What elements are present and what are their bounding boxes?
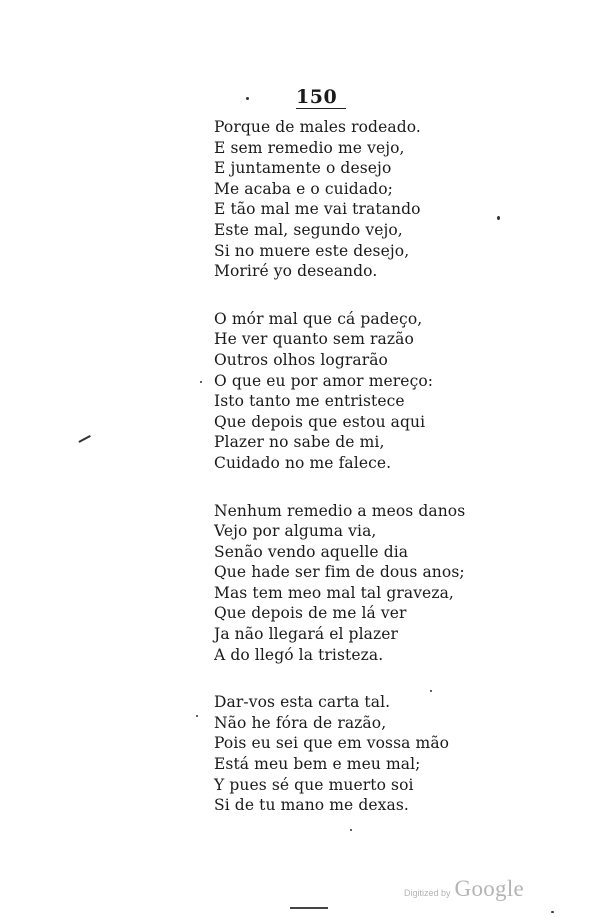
verse-line: He ver quanto sem razão (214, 330, 414, 349)
scan-speck (350, 829, 352, 831)
verse-line: Senão vendo aquelle dia (214, 542, 409, 561)
verse-line: Y pues sé que muerto soi (214, 775, 414, 794)
scan-speck (196, 715, 198, 717)
verse-line: Pois eu sei que em vossa mão (214, 734, 450, 753)
verse-line: Si de tu mano me dexas. (214, 796, 409, 815)
verse-line: Cuidado no me falece. (214, 453, 392, 472)
verse-line: Mas tem meo mal tal graveza, (214, 583, 454, 602)
stanza-3 (214, 501, 554, 666)
verse-line: Me acaba e o cuidado; (214, 179, 393, 198)
watermark-prefix: Digitized by (404, 888, 451, 898)
scan-speck (200, 381, 202, 383)
verse-line: E juntamente o desejo (214, 159, 392, 178)
scan-speck (551, 911, 554, 913)
verse-line: Porque de males rodeado. (214, 118, 421, 136)
google-logo: Google (454, 876, 525, 901)
verse-line: Plazer no sabe de mi, (214, 433, 385, 452)
digitized-watermark (404, 876, 524, 902)
verse-line: Que depois de me lá ver (214, 604, 407, 623)
verse-line: Que hade ser fim de dous anos; (214, 563, 465, 582)
verse-line: E sem remedio me vejo, (214, 138, 405, 157)
stanza-1 (214, 117, 554, 282)
scan-dash (78, 435, 90, 442)
page-number: 150 (296, 86, 346, 109)
verse-line: Que depois que estou aqui (214, 412, 426, 431)
verse-line: Outros olhos lograrão (214, 350, 388, 369)
verse-line: Nenhum remedio a meos danos (214, 501, 466, 520)
verse-line: O mór mal que cá padeço, (214, 309, 423, 328)
verse-line: Dar-vos esta carta tal. (214, 693, 391, 712)
bottom-rule (290, 907, 328, 909)
scan-speck (430, 690, 432, 692)
verse-line: Moriré yo deseando. (214, 262, 378, 281)
scan-speck (246, 97, 249, 100)
scan-speck (497, 216, 500, 220)
stanza-4 (214, 692, 554, 816)
verse-line: E tão mal me vai tratando (214, 200, 421, 219)
stanza-2 (214, 309, 554, 474)
verse-line: Ja não llegará el plazer (214, 625, 399, 644)
verse-line: Não he fóra de razão, (214, 713, 387, 732)
verse-line: Vejo por alguma via, (214, 522, 377, 541)
verse-line: A do llegó la tristeza. (214, 645, 384, 664)
verse-line: Está meu bem e meu mal; (214, 755, 421, 774)
poem (214, 117, 554, 843)
verse-line: Si no muere este desejo, (214, 241, 410, 260)
verse-line: Isto tanto me entristece (214, 392, 405, 411)
verse-line: Este mal, segundo vejo, (214, 220, 403, 239)
verse-line: O que eu por amor mereço: (214, 371, 434, 390)
